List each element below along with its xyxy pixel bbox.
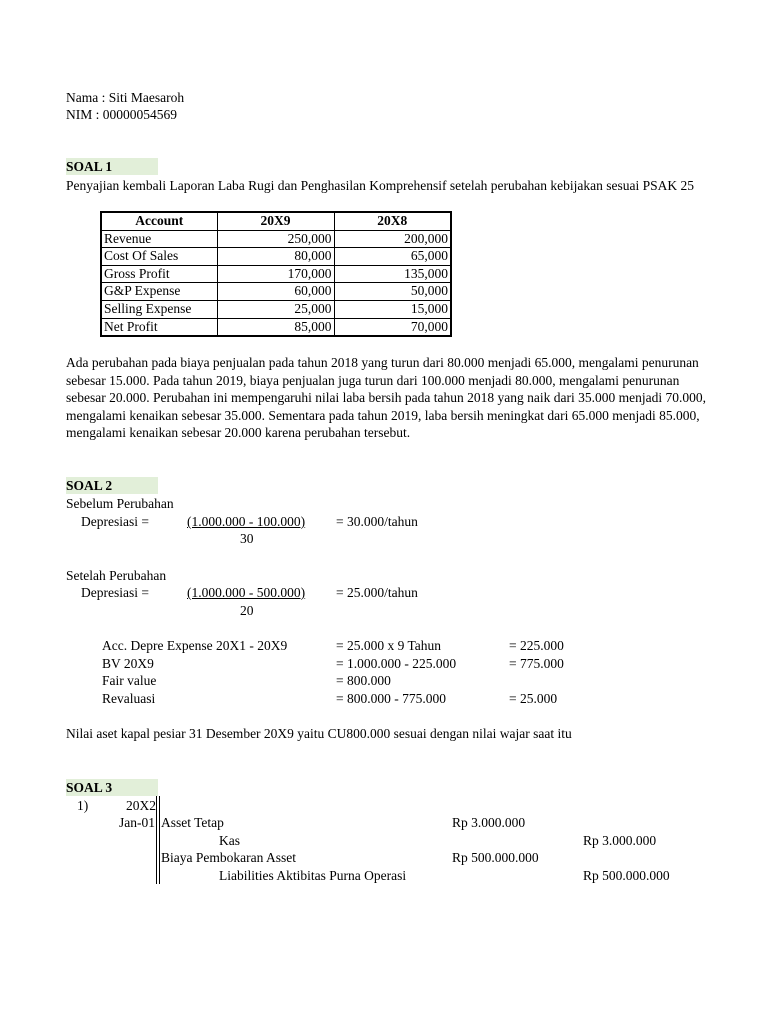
after-depreciation-label: Depresiasi = bbox=[81, 585, 149, 600]
cell-account: Gross Profit bbox=[101, 265, 217, 283]
table-row bbox=[101, 230, 451, 248]
cell-20x8: 15,000 bbox=[334, 300, 451, 318]
cell-20x8: 50,000 bbox=[334, 283, 451, 301]
journal-credit: Rp 500.000.000 bbox=[583, 868, 670, 883]
soal3-title: SOAL 3 bbox=[66, 779, 158, 796]
calc-label: Acc. Depre Expense 20X1 - 20X9 bbox=[102, 638, 288, 653]
student-name: Nama : Siti Maesaroh bbox=[66, 90, 185, 105]
after-denominator: 20 bbox=[240, 603, 254, 618]
journal-account: Asset Tetap bbox=[161, 815, 224, 830]
cell-20x9: 25,000 bbox=[217, 300, 334, 318]
income-statement-table bbox=[100, 211, 452, 337]
cell-account: Cost Of Sales bbox=[101, 248, 217, 266]
cell-20x8: 200,000 bbox=[334, 230, 451, 248]
cell-20x8: 70,000 bbox=[334, 318, 451, 336]
journal-date: Jan-01 bbox=[119, 815, 155, 830]
calc-formula: = 1.000.000 - 225.000 bbox=[336, 656, 457, 671]
calc-label: BV 20X9 bbox=[102, 656, 154, 671]
soal1-explanation: Ada perubahan pada biaya penjualan pada tahun 2018 yang turun dari 80.000 menjadi 65.000, mengalami penurunan sebesar 15.000. Pada tahun 2019, biaya penjualan juga turun dari 100.000 menjadi 80.000, mengalami penurunan sebesar 20.000. Perubahan ini mempengaruhi nilai laba bersih pada tahun 2018 yang naik dari 35.000 menjadi 70.000, mengalami kenaikan sebesar 35.000. Sementara pada tahun 2019, laba bersih meningkat dari 65.000 menjadi 85.000, mengalami kenaikan sebesar 20.000 karena perubahan tersebut. bbox=[66, 355, 706, 441]
before-depreciation-label: Depresiasi = bbox=[81, 514, 149, 529]
soal1-title: SOAL 1 bbox=[66, 158, 158, 175]
cell-account: Revenue bbox=[101, 230, 217, 248]
item-number: 1) bbox=[77, 798, 89, 813]
column-header-20x9: 20X9 bbox=[217, 212, 334, 230]
cell-20x9: 80,000 bbox=[217, 248, 334, 266]
table-row bbox=[101, 283, 451, 301]
calc-label: Fair value bbox=[102, 673, 157, 688]
table-row bbox=[101, 300, 451, 318]
table-header-row bbox=[101, 212, 451, 230]
journal-divider-left bbox=[156, 796, 157, 884]
calc-label: Revaluasi bbox=[102, 691, 156, 706]
soal2-conclusion: Nilai aset kapal pesiar 31 Desember 20X9 yaitu CU800.000 sesuai dengan nilai wajar saat itu bbox=[66, 726, 572, 741]
after-result: = 25.000/tahun bbox=[336, 585, 418, 600]
table-row bbox=[101, 248, 451, 266]
journal-debit: Rp 500.000.000 bbox=[452, 850, 539, 865]
after-numerator: (1.000.000 - 500.000) bbox=[187, 585, 306, 600]
before-change-label: Sebelum Perubahan bbox=[66, 496, 174, 511]
before-result: = 30.000/tahun bbox=[336, 514, 418, 529]
table-row bbox=[101, 265, 451, 283]
cell-account: Net Profit bbox=[101, 318, 217, 336]
student-nim: NIM : 00000054569 bbox=[66, 107, 177, 122]
column-header-account: Account bbox=[101, 212, 217, 230]
cell-20x9: 85,000 bbox=[217, 318, 334, 336]
cell-20x8: 65,000 bbox=[334, 248, 451, 266]
column-header-20x8: 20X8 bbox=[334, 212, 451, 230]
journal-year: 20X2 bbox=[126, 798, 156, 813]
journal-account: Kas bbox=[219, 833, 240, 848]
soal2-title: SOAL 2 bbox=[66, 477, 158, 494]
cell-account: G&P Expense bbox=[101, 283, 217, 301]
journal-credit: Rp 3.000.000 bbox=[583, 833, 657, 848]
cell-account: Selling Expense bbox=[101, 300, 217, 318]
journal-account: Biaya Pembokaran Asset bbox=[161, 850, 296, 865]
cell-20x9: 250,000 bbox=[217, 230, 334, 248]
cell-20x9: 60,000 bbox=[217, 283, 334, 301]
after-change-label: Setelah Perubahan bbox=[66, 568, 167, 583]
calc-formula: = 800.000 - 775.000 bbox=[336, 691, 446, 706]
calc-result: = 25.000 bbox=[509, 691, 558, 706]
table-row bbox=[101, 318, 451, 336]
calc-formula: = 25.000 x 9 Tahun bbox=[336, 638, 442, 653]
journal-account: Liabilities Aktibitas Purna Operasi bbox=[219, 868, 407, 883]
cell-20x8: 135,000 bbox=[334, 265, 451, 283]
journal-debit: Rp 3.000.000 bbox=[452, 815, 526, 830]
before-numerator: (1.000.000 - 100.000) bbox=[187, 514, 306, 529]
calc-result: = 775.000 bbox=[509, 656, 564, 671]
calc-result: = 225.000 bbox=[509, 638, 564, 653]
journal-divider-right bbox=[159, 796, 160, 884]
calc-formula: = 800.000 bbox=[336, 673, 391, 688]
soal1-subtitle: Penyajian kembali Laporan Laba Rugi dan Penghasilan Komprehensif setelah perubahan kebijakan sesuai PSAK 25 bbox=[66, 178, 694, 193]
cell-20x9: 170,000 bbox=[217, 265, 334, 283]
before-denominator: 30 bbox=[240, 531, 254, 546]
